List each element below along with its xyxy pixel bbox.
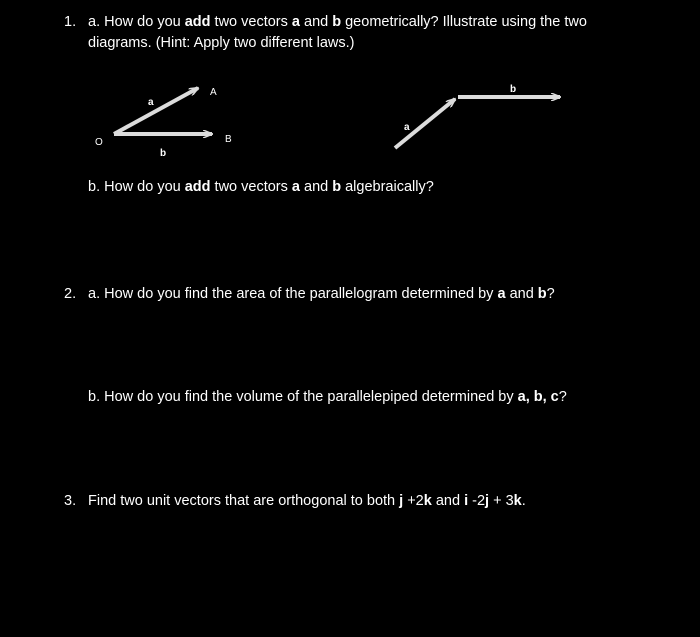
q2a-text-2: and [505, 286, 538, 302]
label-origin-O: O [95, 137, 103, 148]
label-B: B [225, 134, 232, 145]
diagram-right [395, 84, 560, 148]
q2a-text-3: ? [546, 286, 555, 302]
q3-bold-i: i [464, 493, 469, 509]
q3-text [88, 492, 526, 510]
q2b-text-2: ? [558, 389, 567, 405]
label-A: A [210, 87, 217, 98]
q1b-text-2: two vectors [210, 179, 292, 195]
q3-text-2: +2 [403, 493, 424, 509]
q3-bold-j: j [399, 493, 404, 509]
q1b-bold-add: add [184, 179, 211, 195]
q2a-bold-a: a [497, 286, 506, 302]
q3-text-5: + 3 [489, 493, 514, 509]
label-b-left: b [160, 148, 167, 159]
q1b-text-4: algebraically? [341, 179, 434, 195]
q3-text-6: . [521, 493, 526, 509]
q1-number: 1. [64, 14, 77, 30]
q1b-bold-a: a [291, 179, 300, 195]
q2a-letter: a. [88, 286, 101, 302]
label-a-left: a [148, 97, 154, 108]
q1b-letter: b. [88, 179, 101, 195]
q2b-text-1: How do you find the volume of the parallelepiped determined by [104, 389, 518, 405]
label-b-right: b [510, 84, 517, 95]
q1a-text-2: two vectors [210, 14, 292, 30]
q2a-bold-b: b [537, 286, 547, 302]
q3-number: 3. [64, 493, 77, 509]
diagram-left [95, 87, 232, 159]
q2a-text [88, 285, 555, 303]
q1a-text-3: and [299, 14, 333, 30]
q2b-letter: b. [88, 389, 101, 405]
q2b-text [88, 388, 567, 406]
q1a-bold-add: add [184, 14, 211, 30]
q3-bold-k2: k [513, 493, 522, 509]
q3-bold-j2: j [485, 493, 490, 509]
q2b-bold-abc: a, b, c [517, 389, 559, 405]
label-a-right: a [404, 122, 410, 133]
q3-text-4: -2 [468, 493, 486, 509]
q2-number: 2. [64, 286, 77, 302]
q1a-letter: a. [88, 14, 101, 30]
q3-text-3: and [431, 493, 465, 509]
q3-bold-k: k [423, 493, 432, 509]
q1a-text-1: How do you [104, 14, 185, 30]
vector-a-left [114, 88, 198, 134]
q1b-text [88, 178, 434, 196]
q1b-text-1: How do you [104, 179, 185, 195]
q1b-bold-b: b [332, 179, 342, 195]
q1a-bold-a: a [291, 14, 300, 30]
q1a-text-4: geometrically? Illustrate using the two [341, 14, 587, 30]
q1a-bold-b: b [332, 14, 342, 30]
q2a-text-1: How do you find the area of the parallelogram determined by [104, 286, 498, 302]
q3-text-1: Find two unit vectors that are orthogonal to both [88, 493, 400, 509]
q1b-text-3: and [299, 179, 333, 195]
q1a-text-line2: diagrams. (Hint: Apply two different laws.) [88, 35, 355, 51]
